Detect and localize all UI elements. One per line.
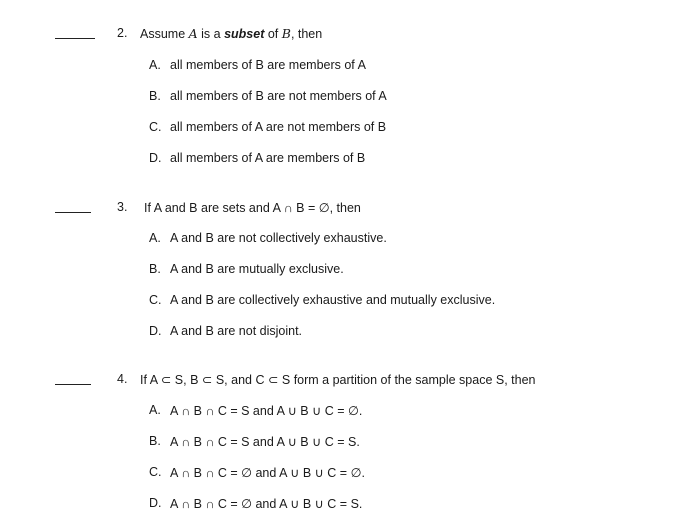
option-letter: A. <box>149 403 161 417</box>
option-letter: A. <box>149 231 161 245</box>
option-text: all members of A are not members of B <box>170 120 387 134</box>
option-letter: B. <box>149 262 161 276</box>
answer-blank-q3[interactable] <box>55 212 91 213</box>
option-letter: C. <box>149 465 162 479</box>
stem-part: of <box>264 27 282 41</box>
option-text: all members of B are not members of A <box>170 89 387 103</box>
option-text: A ∩ B ∩ C = ∅ and A ∪ B ∪ C = S. <box>170 497 363 511</box>
option-letter: B. <box>149 434 161 448</box>
stem-part: Assume <box>140 27 189 41</box>
option-text: A ∩ B ∩ C = S and A ∪ B ∪ C = ∅. <box>170 404 363 418</box>
stem-part: , then <box>290 27 323 41</box>
answer-blank-q2[interactable] <box>55 38 95 39</box>
option-letter: D. <box>149 151 162 165</box>
option-text: A and B are not disjoint. <box>170 324 303 338</box>
option-text: A and B are not collectively exhaustive. <box>170 231 387 245</box>
option-text: all members of B are members of A <box>170 58 366 72</box>
option-text: A and B are mutually exclusive. <box>170 262 344 276</box>
option-text: A ∩ B ∩ C = S and A ∪ B ∪ C = S. <box>170 435 360 449</box>
question-stem: If A ⊂ S, B ⊂ S, and C ⊂ S form a partition of the sample space S, then <box>140 373 536 387</box>
option-text: A and B are collectively exhaustive and mutually exclusive. <box>170 293 496 307</box>
option-text: A ∩ B ∩ C = ∅ and A ∪ B ∪ C = ∅. <box>170 466 365 480</box>
option-text: all members of A are members of B <box>170 151 366 165</box>
option-letter: D. <box>149 324 162 338</box>
stem-emphasis: subset <box>224 27 265 41</box>
question-number: 4. <box>117 372 128 386</box>
stem-variable: A <box>188 26 198 41</box>
stem-variable: B <box>281 26 291 41</box>
option-letter: A. <box>149 58 161 72</box>
option-letter: C. <box>149 293 162 307</box>
question-stem <box>140 26 322 41</box>
stem-part: is a <box>197 27 225 41</box>
question-number: 2. <box>117 26 128 40</box>
question-stem: If A and B are sets and A ∩ B = ∅, then <box>144 201 361 215</box>
option-letter: C. <box>149 120 162 134</box>
option-letter: D. <box>149 496 162 510</box>
answer-blank-q4[interactable] <box>55 384 91 385</box>
question-number: 3. <box>117 200 128 214</box>
option-letter: B. <box>149 89 161 103</box>
